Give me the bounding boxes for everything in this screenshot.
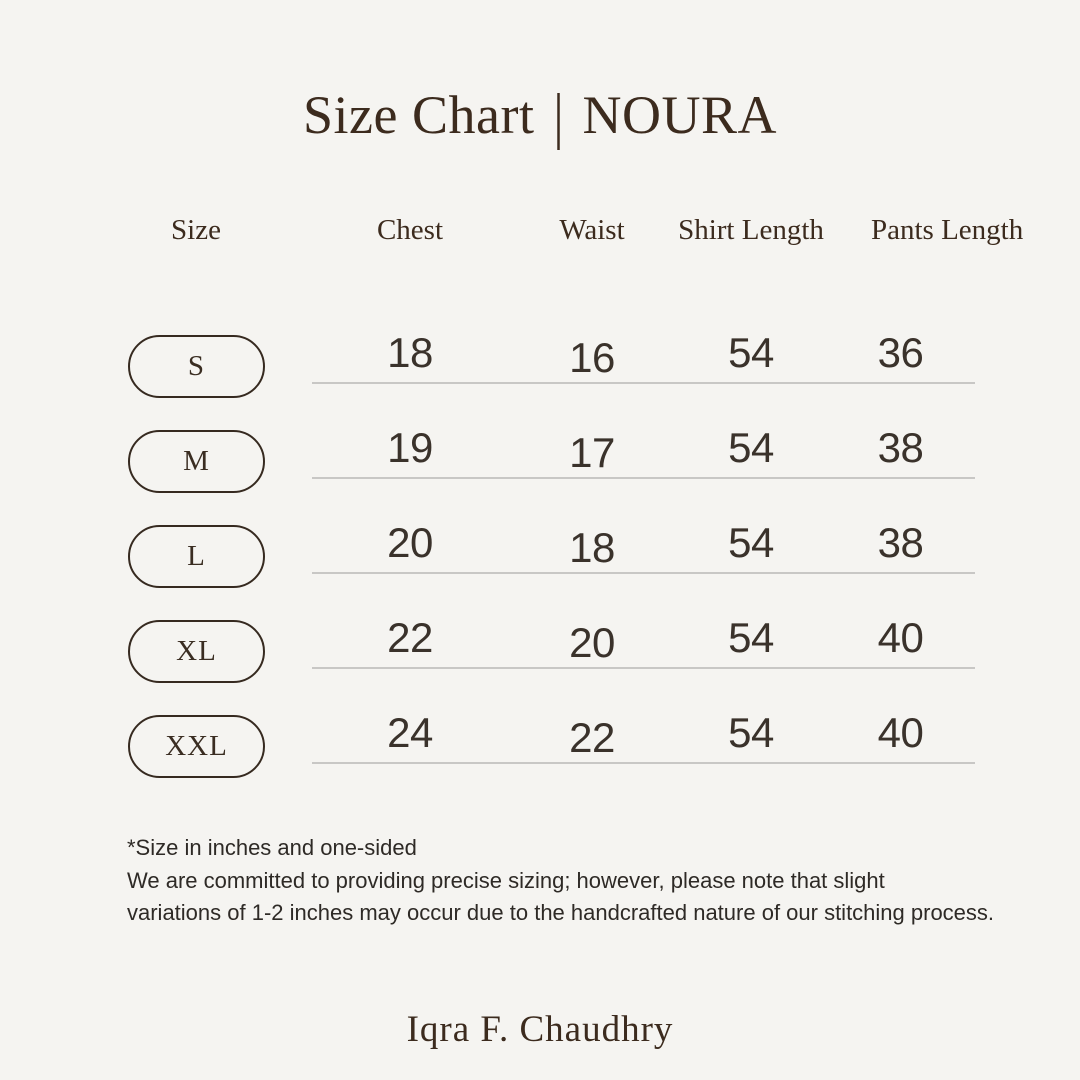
waist-value: 16: [569, 334, 615, 381]
chest-value: 18: [387, 329, 433, 376]
size-pill-cell: [110, 617, 312, 712]
table-row: [110, 709, 975, 807]
title-left: Size Chart: [303, 85, 535, 145]
column-header-pants-length: Pants Length: [871, 214, 1024, 246]
chest-value: 22: [387, 614, 433, 661]
table-header-values: [312, 214, 1024, 247]
column-header-shirt-length: Shirt Length: [678, 214, 824, 246]
size-table-body: [110, 329, 975, 807]
disclaimer-line: *Size in inches and one-sided: [127, 835, 417, 860]
column-header-waist: Waist: [559, 214, 625, 246]
row-values: [312, 519, 975, 574]
row-values: [312, 709, 975, 764]
pants-length-value: 38: [877, 424, 924, 471]
shirt-length-value: 54: [728, 614, 774, 661]
size-pill: S: [128, 335, 265, 398]
shirt-length-value: 54: [728, 424, 774, 471]
title-brand: NOURA: [582, 85, 777, 145]
size-pill: L: [128, 525, 265, 588]
waist-value: 18: [569, 524, 615, 571]
shirt-length-value: 54: [728, 519, 774, 566]
size-pill-cell: [110, 332, 312, 427]
size-pill: XXL: [128, 715, 265, 778]
pants-length-value: 38: [877, 519, 924, 566]
size-pill-cell: [110, 712, 312, 807]
pants-length-value: 40: [877, 709, 924, 756]
pants-length-value: 40: [877, 614, 924, 661]
brand-signature: Iqra F. Chaudhry: [406, 1009, 674, 1050]
waist-value: 17: [569, 429, 615, 476]
pants-length-value: 36: [877, 329, 924, 376]
title-separator: |: [553, 80, 564, 150]
size-pill: M: [128, 430, 265, 493]
shirt-length-value: 54: [728, 329, 774, 376]
size-pill-cell: [110, 427, 312, 522]
row-values: [312, 329, 975, 384]
row-values: [312, 614, 975, 669]
disclaimer-line: We are committed to providing precise sizing; however, please note that slight: [127, 867, 885, 893]
chest-value: 24: [387, 709, 433, 756]
column-header-size: Size: [171, 214, 221, 246]
table-row: [110, 519, 975, 617]
column-header-chest: Chest: [376, 214, 444, 246]
waist-value: 22: [569, 714, 615, 761]
waist-value: 20: [569, 619, 615, 666]
page-title: [0, 80, 1080, 150]
table-header-row: [110, 214, 1024, 247]
chest-value: 20: [387, 519, 433, 566]
chest-value: 19: [387, 424, 433, 471]
shirt-length-value: 54: [728, 709, 774, 756]
size-pill-cell: [110, 522, 312, 617]
table-row: [110, 424, 975, 522]
disclaimer-line: variations of 1-2 inches may occur due to the handcrafted nature of our stitching process.: [127, 900, 995, 925]
size-pill: XL: [128, 620, 265, 683]
size-disclaimer: [127, 832, 994, 930]
row-values: [312, 424, 975, 479]
table-row: [110, 329, 975, 427]
table-row: [110, 614, 975, 712]
